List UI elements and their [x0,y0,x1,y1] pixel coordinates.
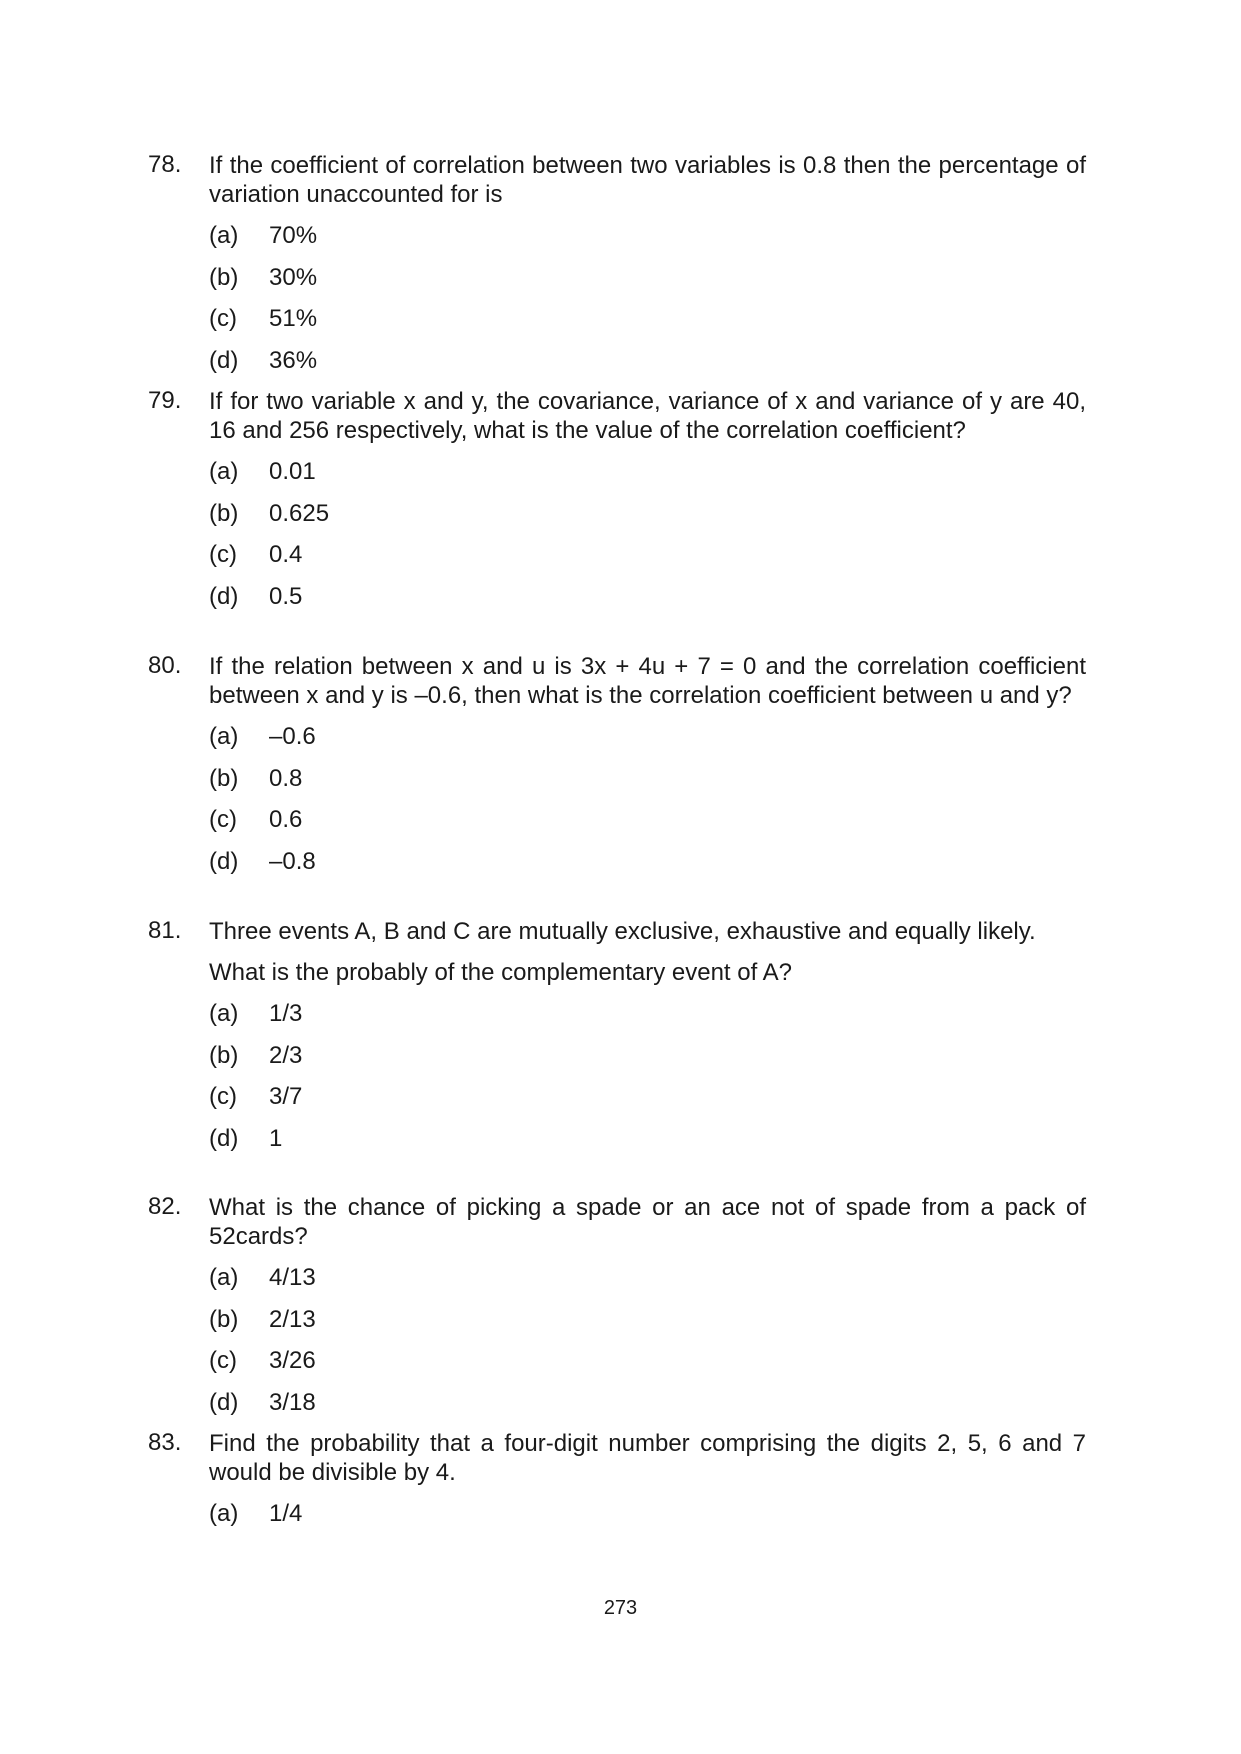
options-list [209,722,1086,876]
option-label: (b) [209,1041,239,1069]
option-value: 0.625 [269,499,330,527]
question-number: 79. [148,387,182,414]
option-a [209,999,1086,1028]
option-c [209,304,1086,333]
question-81 [148,917,1086,1166]
option-value: 0.01 [269,458,316,485]
options-list [209,1263,1086,1417]
question-78 [148,151,1086,388]
option-label: (a) [209,1000,239,1027]
option-d [209,1124,1086,1153]
option-a [209,457,1086,486]
option-label: (d) [209,1389,239,1417]
option-value: 1 [269,1125,283,1153]
option-c [209,805,1086,834]
question-text: If the relation between x and u is 3x + 4u + 7 = 0 and the correlation coefficient between x and y is –0.6, then what is the correlation coefficient between u and y? [209,653,1086,709]
option-value: 3/26 [269,1347,316,1375]
option-label: (c) [209,1347,237,1375]
option-value: 4/13 [269,1264,316,1291]
option-b [209,499,1086,528]
question-text: What is the chance of picking a spade or an ace not of spade from a pack of 52cards? [209,1194,1086,1250]
option-c [209,1082,1086,1111]
option-label: (c) [209,305,237,333]
option-value: 0.4 [269,541,303,569]
option-label: (b) [209,764,239,792]
option-a [209,221,1086,250]
option-label: (c) [209,806,237,834]
option-value: 36% [269,347,318,375]
option-c [209,540,1086,569]
question-text: Find the probability that a four-digit number comprising the digits 2, 5, 6 and 7 would be divisible by 4. [209,1430,1086,1486]
option-d [209,346,1086,375]
question-subtext: What is the probably of the complementary event of A? [209,959,792,986]
option-value: 0.8 [269,764,303,792]
question-text: If the coefficient of correlation between two variables is 0.8 then the percentage of variation unaccounted for is [209,152,1086,208]
options-list [209,1499,1086,1528]
question-79 [148,387,1086,624]
option-value: –0.6 [269,723,316,750]
option-label: (d) [209,848,239,876]
option-label: (a) [209,458,239,485]
option-value: 1/3 [269,1000,303,1027]
options-list [209,221,1086,375]
option-value: 2/13 [269,1305,316,1333]
option-value: 3/7 [269,1083,303,1111]
option-b [209,764,1086,793]
option-a [209,1263,1086,1292]
question-number: 78. [148,151,182,178]
option-label: (a) [209,723,239,750]
option-a [209,1499,1086,1528]
option-b [209,1305,1086,1334]
option-value: 3/18 [269,1389,316,1417]
option-label: (b) [209,263,239,291]
question-text: If for two variable x and y, the covariance, variance of x and variance of y are 40, 16 and 256 respectively, what is the value of the correlation coefficient? [209,388,1086,444]
options-list [209,999,1086,1153]
option-value: 70% [269,222,318,249]
question-number: 83. [148,1429,182,1456]
option-label: (d) [209,347,239,375]
option-value: 2/3 [269,1041,303,1069]
question-number: 82. [148,1193,182,1220]
option-label: (c) [209,1083,237,1111]
option-d [209,847,1086,876]
option-label: (a) [209,222,239,249]
option-value: 0.5 [269,583,303,611]
option-label: (c) [209,541,237,569]
question-text: Three events A, B and C are mutually exclusive, exhaustive and equally likely. [209,918,1036,945]
question-80 [148,652,1086,889]
option-label: (a) [209,1500,239,1527]
option-label: (d) [209,583,239,611]
option-value: 30% [269,263,318,291]
option-label: (d) [209,1125,239,1153]
options-list [209,457,1086,611]
option-d [209,582,1086,611]
option-c [209,1346,1086,1375]
option-label: (b) [209,499,239,527]
option-value: 0.6 [269,806,303,834]
page-number: 273 [603,1597,638,1619]
option-a [209,722,1086,751]
option-label: (a) [209,1264,239,1291]
option-d [209,1388,1086,1417]
question-number: 81. [148,917,182,944]
option-value: 1/4 [269,1500,303,1527]
question-83 [148,1429,1086,1541]
question-number: 80. [148,652,182,679]
option-b [209,1041,1086,1070]
option-b [209,263,1086,292]
question-82 [148,1193,1086,1430]
option-value: 51% [269,305,318,333]
option-value: –0.8 [269,848,316,876]
option-label: (b) [209,1305,239,1333]
